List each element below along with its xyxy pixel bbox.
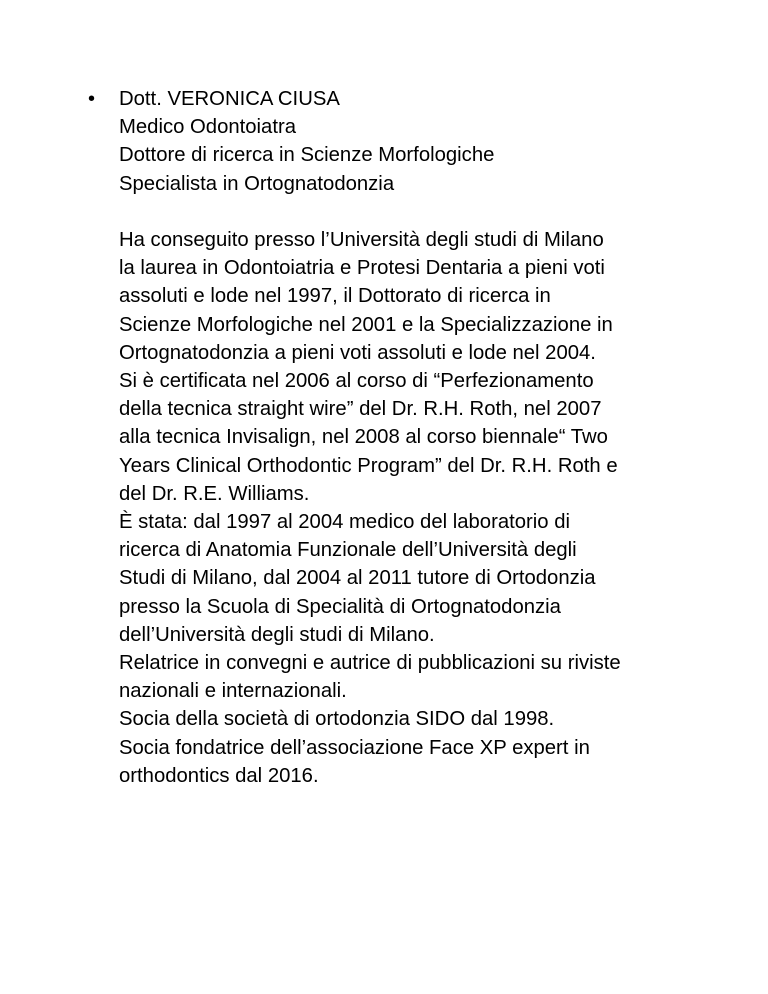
bio-line: assoluti e lode nel 1997, il Dottorato di ricerca in xyxy=(119,285,551,308)
bio-line: del Dr. R.E. Williams. xyxy=(119,482,310,505)
bio-line: dell’Università degli studi di Milano. xyxy=(119,623,435,646)
bio-line: Ha conseguito presso l’Università degli studi di Milano xyxy=(119,229,604,251)
bio-line: È stata: dal 1997 al 2004 medico del laboratorio di xyxy=(119,511,570,534)
bio-line: Socia fondatrice dell’associazione Face XP expert in xyxy=(119,736,590,759)
doctor-title: Medico Odontoiatra xyxy=(119,116,296,139)
bio-line: alla tecnica Invisalign, nel 2008 al corso biennale“ Two xyxy=(119,426,608,449)
bio-line: presso la Scuola di Specialità di Ortognatodonzia xyxy=(119,595,561,618)
bio-line: della tecnica straight wire” del Dr. R.H. Roth, nel 2007 xyxy=(119,398,602,421)
bio-line: ricerca di Anatomia Funzionale dell’Università degli xyxy=(119,539,577,562)
doctor-name: Dott. VERONICA CIUSA xyxy=(119,88,340,110)
bio-line: Years Clinical Orthodontic Program” del Dr. R.H. Roth e xyxy=(119,454,618,477)
paragraph-spacer xyxy=(119,198,739,226)
bio-line: Socia della società di ortodonzia SIDO dal 1998. xyxy=(119,708,555,731)
bio-line: Ortognatodonzia a pieni voti assoluti e lode nel 2004. xyxy=(119,341,596,364)
bullet-icon: • xyxy=(88,88,96,110)
bio-line: la laurea in Odontoiatria e Protesi Dentaria a pieni voti xyxy=(119,257,605,280)
bio-line: Si è certificata nel 2006 al corso di “Perfezionamento xyxy=(119,370,594,393)
doctor-degree: Dottore di ricerca in Scienze Morfologiche xyxy=(119,144,495,167)
bio-line: nazionali e internazionali. xyxy=(119,680,347,703)
bio-line: Studi di Milano, dal 2004 al 2011 tutore di Ortodonzia xyxy=(119,567,596,590)
bio-line: Scienze Morfologiche nel 2001 e la Specializzazione in xyxy=(119,313,613,336)
bio-line: orthodontics dal 2016. xyxy=(119,764,319,787)
bio-line: Relatrice in convegni e autrice di pubblicazioni su riviste xyxy=(119,652,621,675)
bio-content xyxy=(119,85,739,790)
doctor-specialty: Specialista in Ortognatodonzia xyxy=(119,172,395,195)
